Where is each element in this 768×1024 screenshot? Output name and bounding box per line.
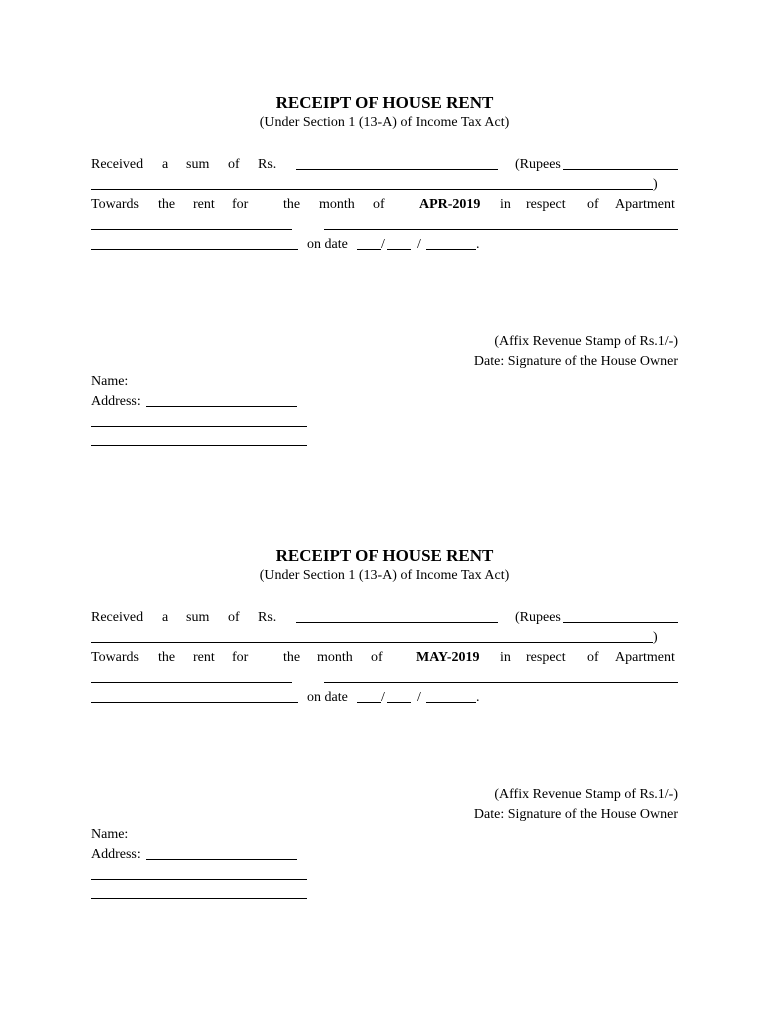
- address-label: Address:: [91, 847, 141, 862]
- towards-line: [91, 196, 678, 214]
- owner-signature: Date: Signature of the House Owner: [473, 354, 678, 369]
- word-of-2: of: [373, 197, 385, 212]
- name-label: Name:: [91, 827, 129, 842]
- rent-receipt-may: [91, 545, 678, 862]
- date-slash-1: /: [381, 237, 385, 252]
- word-respect: respect: [526, 650, 566, 665]
- name-line: [91, 826, 678, 844]
- address-line: [91, 393, 678, 411]
- date-month-blank[interactable]: [387, 689, 411, 703]
- address-blank-1[interactable]: [146, 846, 297, 860]
- word-of: of: [228, 610, 240, 625]
- apartment-blank-3[interactable]: [91, 689, 298, 703]
- close-paren: ): [653, 177, 658, 192]
- word-sum: sum: [186, 610, 210, 625]
- word-for: for: [232, 197, 249, 212]
- word-in: in: [500, 197, 511, 212]
- date-month-blank[interactable]: [387, 236, 411, 250]
- rupees-words-line: [91, 176, 678, 194]
- amount-blank[interactable]: [296, 609, 498, 623]
- address-line-3: [91, 432, 678, 450]
- name-label: Name:: [91, 374, 129, 389]
- date-day-blank[interactable]: [357, 689, 381, 703]
- apartment-blank-1[interactable]: [91, 669, 292, 683]
- address-line-3: [91, 885, 678, 903]
- address-line: [91, 846, 678, 864]
- rupees-blank[interactable]: [563, 156, 678, 170]
- address-blank-3[interactable]: [91, 432, 307, 446]
- word-apartment: Apartment: [615, 197, 675, 212]
- receipt-title: RECEIPT OF HOUSE RENT: [275, 93, 494, 112]
- word-of-2: of: [371, 650, 383, 665]
- owner-signature: Date: Signature of the House Owner: [473, 807, 678, 822]
- word-the-2: the: [283, 197, 301, 212]
- rupees-words-blank[interactable]: [91, 176, 653, 190]
- word-rent: rent: [193, 197, 215, 212]
- apartment-blank-3[interactable]: [91, 236, 298, 250]
- word-a: a: [162, 157, 169, 172]
- address-blank-2[interactable]: [91, 413, 307, 427]
- apartment-blank-1[interactable]: [91, 216, 292, 230]
- apartment-blank-2[interactable]: [324, 669, 678, 683]
- on-date-label: on date: [307, 690, 348, 705]
- word-of-3: of: [587, 197, 599, 212]
- word-month: month: [319, 197, 355, 212]
- word-rs: Rs.: [258, 157, 277, 172]
- word-a: a: [162, 610, 169, 625]
- rupees-words-line: [91, 629, 678, 647]
- on-date-label: on date: [307, 237, 348, 252]
- receipt-subtitle: (Under Section 1 (13-A) of Income Tax Act): [259, 115, 510, 130]
- received-line: [91, 609, 678, 627]
- received-line: [91, 156, 678, 174]
- rupees-label: (Rupees: [515, 610, 561, 625]
- rent-receipt-apr: [91, 92, 678, 409]
- address-blank-1[interactable]: [146, 393, 297, 407]
- date-slash-1: /: [381, 690, 385, 705]
- amount-blank[interactable]: [296, 156, 498, 170]
- word-for: for: [232, 650, 249, 665]
- apartment-line: [91, 669, 678, 687]
- stamp-note: (Affix Revenue Stamp of Rs.1/-): [494, 787, 678, 802]
- date-slash-2: /: [417, 690, 421, 705]
- address-line-2: [91, 413, 678, 431]
- date-end: .: [476, 237, 480, 252]
- word-in: in: [500, 650, 511, 665]
- date-year-blank[interactable]: [426, 689, 476, 703]
- word-of: of: [228, 157, 240, 172]
- receipt-subtitle: (Under Section 1 (13-A) of Income Tax Act): [259, 568, 510, 583]
- word-the: the: [158, 197, 176, 212]
- word-month: month: [317, 650, 353, 665]
- stamp-note: (Affix Revenue Stamp of Rs.1/-): [494, 334, 678, 349]
- address-blank-3[interactable]: [91, 885, 307, 899]
- close-paren: ): [653, 630, 658, 645]
- name-line: [91, 373, 678, 391]
- date-slash-2: /: [417, 237, 421, 252]
- apartment-blank-2[interactable]: [324, 216, 678, 230]
- rupees-label: (Rupees: [515, 157, 561, 172]
- rupees-words-blank[interactable]: [91, 629, 653, 643]
- apartment-line: [91, 216, 678, 234]
- word-received: Received: [91, 157, 144, 172]
- date-line: [91, 236, 678, 254]
- word-sum: sum: [186, 157, 210, 172]
- address-blank-2[interactable]: [91, 866, 307, 880]
- word-apartment: Apartment: [615, 650, 675, 665]
- date-day-blank[interactable]: [357, 236, 381, 250]
- address-label: Address:: [91, 394, 141, 409]
- word-the: the: [158, 650, 176, 665]
- date-year-blank[interactable]: [426, 236, 476, 250]
- word-towards: Towards: [91, 650, 140, 665]
- word-respect: respect: [526, 197, 566, 212]
- towards-line: [91, 649, 678, 667]
- receipt-title: RECEIPT OF HOUSE RENT: [275, 546, 494, 565]
- word-of-3: of: [587, 650, 599, 665]
- date-end: .: [476, 690, 480, 705]
- word-towards: Towards: [91, 197, 140, 212]
- word-rent: rent: [193, 650, 215, 665]
- address-line-2: [91, 866, 678, 884]
- rupees-blank[interactable]: [563, 609, 678, 623]
- rent-month: APR-2019: [419, 197, 481, 212]
- word-received: Received: [91, 610, 144, 625]
- word-rs: Rs.: [258, 610, 277, 625]
- date-line: [91, 689, 678, 707]
- rent-month: MAY-2019: [416, 650, 480, 665]
- word-the-2: the: [283, 650, 301, 665]
